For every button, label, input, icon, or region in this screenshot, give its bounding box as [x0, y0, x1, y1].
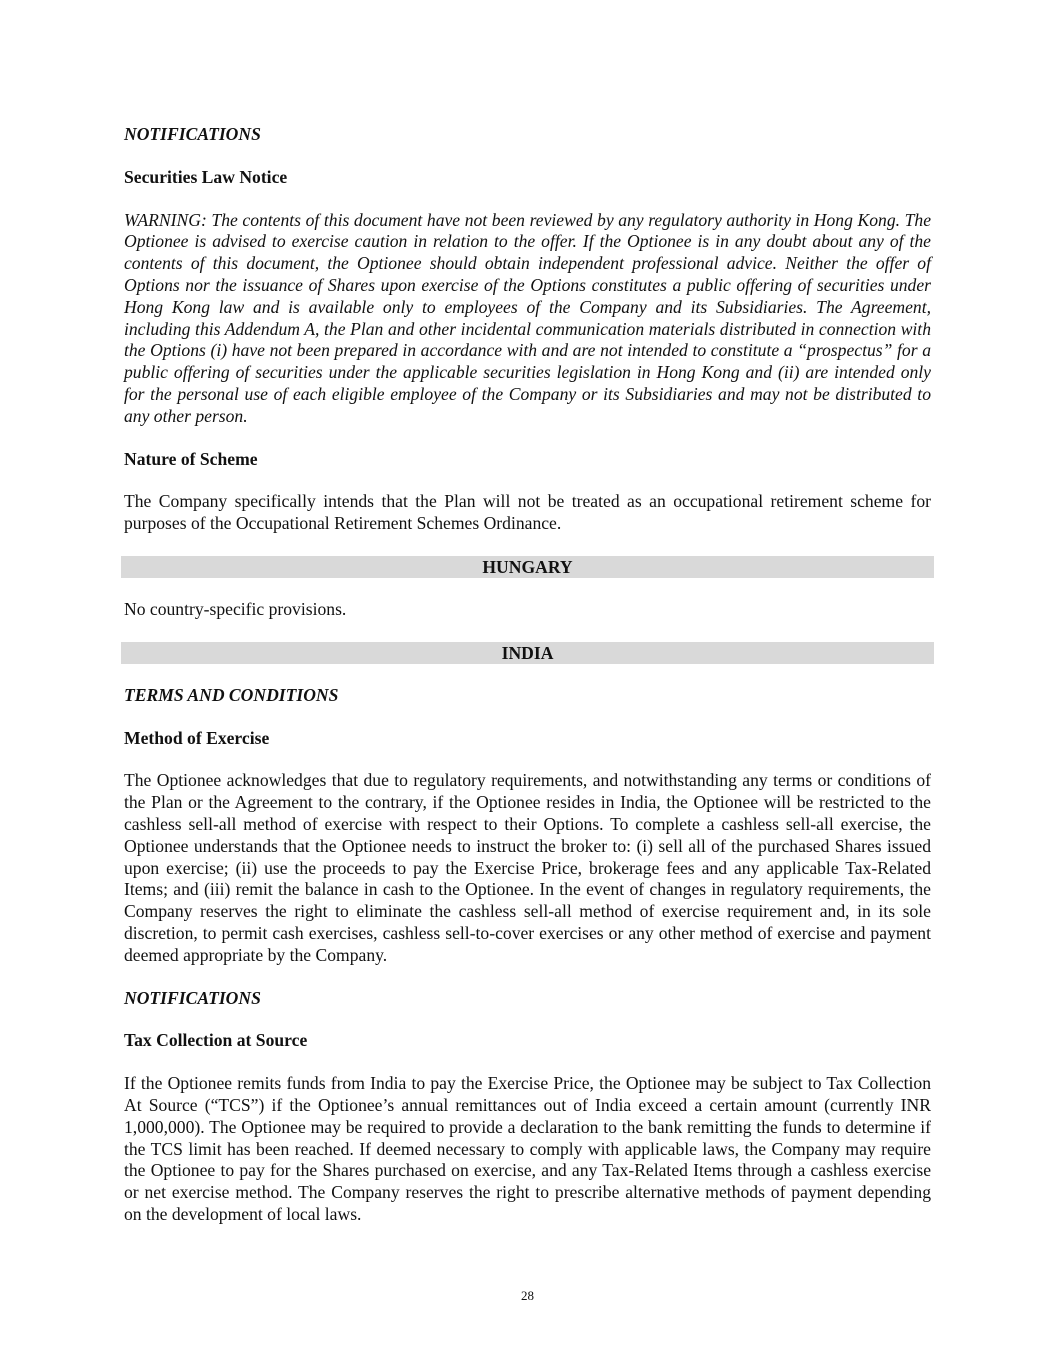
country-header-hungary: HUNGARY — [121, 556, 934, 578]
nature-of-scheme-heading: Nature of Scheme — [124, 448, 258, 469]
nature-of-scheme-text: The Company specifically intends that the Plan will not be treated as an occupational retirement scheme for purposes of the Occupational Retirement Schemes Ordinance. — [124, 491, 931, 534]
tax-collection-text: If the Optionee remits funds from India to pay the Exercise Price, the Optionee may be subject to Tax Collection At Source (“TCS”) if the Optionee’s annual remittances out of India exceed a certain amount (currently INR 1,000,000). The Optionee may be required to provide a declaration to the bank remitting the funds to determine if the TCS limit has been reached. If deemed necessary to comply with applicable laws, the Company may require the Optionee to pay for the Shares purchased on exercise, and any Tax-Related Items through a cashless exercise or net exercise method. The Company reserves the right to prescribe alternative methods of payment depending on the development of local laws. — [124, 1073, 931, 1224]
securities-law-notice-text: WARNING: The contents of this document have not been reviewed by any regulatory authority in Hong Kong. The Optionee is advised to exercise caution in relation to the offer. If the Optionee is in any doubt about any of the contents of this document, the Optionee should obtain independent professional advice. Neither the offer of Options nor the issuance of Shares upon exercise of the Options constitutes a public offering of securities under Hong Kong law and is available only to employees of the Company and its Subsidiaries. The Agreement, including this Addendum A, the Plan and other incidental communication materials distributed in connection with the Options (i) have not been prepared in accordance with and are not intended to constitute a “prospectus” for a public offering of securities under the applicable securities legislation in Hong Kong and (ii) are intended only for the personal use of each eligible employee of the Company or its Subsidiaries and may not be distributed to any other person. — [124, 209, 931, 426]
page-content — [124, 124, 931, 1247]
hungary-provisions-text: No country-specific provisions. — [124, 598, 347, 619]
india-notifications-heading: NOTIFICATIONS — [124, 987, 261, 1008]
securities-law-notice-heading: Securities Law Notice — [124, 166, 288, 187]
page-number: 28 — [521, 1288, 534, 1303]
terms-and-conditions-heading: TERMS AND CONDITIONS — [124, 684, 339, 705]
tax-collection-heading: Tax Collection at Source — [124, 1030, 308, 1051]
method-of-exercise-heading: Method of Exercise — [124, 727, 270, 748]
notifications-heading: NOTIFICATIONS — [124, 124, 261, 144]
method-of-exercise-text: The Optionee acknowledges that due to regulatory requirements, and notwithstanding any terms or conditions of the Plan or the Agreement to the contrary, if the Optionee resides in India, the Optionee will be restricted to the cashless sell-all method of exercise with respect to their Options. To complete a cashless sell-all exercise, the Optionee understands that the Optionee needs to instruct the broker to: (i) sell all of the purchased Shares issued upon exercise; (ii) use the proceeds to pay the Exercise Price, brokerage fees and any applicable Tax-Related Items; and (iii) remit the balance in cash to the Optionee. In the event of changes in regulatory requirements, the Company reserves the right to eliminate the cashless sell-all method of exercise requirement and, in its sole discretion, to permit cash exercises, cashless sell-to-cover exercises or any other method of exercise and payment deemed appropriate by the Company. — [124, 770, 931, 965]
country-header-india: INDIA — [121, 642, 934, 664]
